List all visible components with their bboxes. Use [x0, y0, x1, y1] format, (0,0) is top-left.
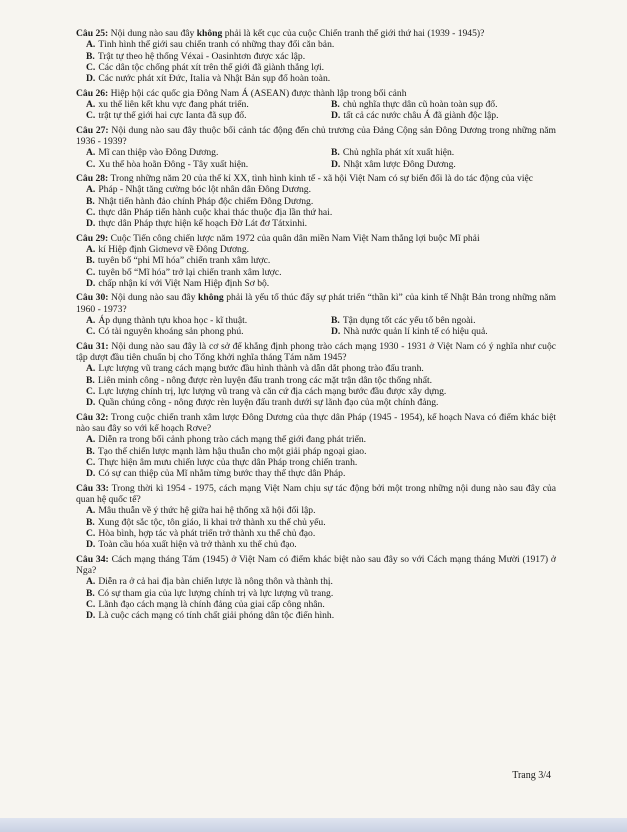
option-label: D.	[86, 277, 96, 289]
answer-options	[76, 576, 556, 621]
option-label: D.	[86, 73, 96, 85]
question-block	[76, 233, 556, 289]
question-number: Câu 31:	[76, 340, 109, 352]
question-stem: Cách mạng tháng Tám (1945) ở Việt Nam có điểm khác biệt nào sau đây so với Cách mạng tháng Mười (1917) ở Nga?	[76, 553, 557, 577]
question-number: Câu 30:	[76, 292, 109, 304]
answer-option	[76, 244, 556, 255]
option-label: B.	[86, 255, 95, 267]
answer-option	[76, 255, 556, 266]
answer-options	[76, 244, 556, 289]
answer-option	[76, 207, 556, 218]
answer-options	[76, 363, 556, 408]
option-text: Nhật tiến hành đảo chính Pháp độc chiếm Đông Dương.	[97, 195, 314, 207]
question-stem: Trong thời kì 1954 - 1975, cách mạng Việt Nam chịu sự tác động bởi một trong những nội dung nào sau đây của quan hệ quốc tế?	[76, 482, 557, 506]
option-text: tuyên bố “phi Mĩ hóa” chiến tranh xâm lược.	[97, 255, 271, 267]
option-label: B.	[331, 147, 340, 159]
option-label: C.	[86, 61, 96, 73]
question-text	[76, 233, 556, 244]
question-emphasis: không	[198, 292, 224, 304]
question-stem: Nội dung nào sau đây là cơ sở để khẳng định phong trào cách mạng 1930 - 1931 ở Việt Nam có ý nghĩa như cuộc tập dượt đầu tiên chuẩn bị cho Tổng khởi nghĩa tháng Tám năm 1945?	[76, 340, 557, 364]
question-text	[76, 554, 556, 577]
option-label: A.	[86, 434, 96, 446]
answer-options	[76, 39, 556, 84]
question-stem-end: phải là kết cục của cuộc Chiến tranh thế giới thứ hai (1939 - 1945)?	[222, 28, 485, 39]
option-text: Lực lượng chính trị, lực lượng vũ trang và căn cứ địa cách mạng bước đầu được xây dựng.	[98, 386, 447, 398]
question-text	[76, 173, 556, 184]
answer-option	[76, 386, 556, 397]
option-label: C.	[86, 207, 96, 219]
option-text: Pháp - Nhật tăng cường bóc lột nhân dân Đông Dương.	[98, 184, 311, 196]
question-text	[76, 28, 556, 39]
option-text: Có sự tham gia của lực lượng chính trị và lực lượng vũ trang.	[97, 587, 334, 599]
option-text: Diễn ra trong bối cảnh phong trào cách mạng thế giới đang phát triển.	[98, 434, 367, 446]
option-label: A.	[86, 576, 96, 588]
option-text: tuyên bố “Mĩ hóa” trở lại chiến tranh xâm lược.	[98, 266, 282, 278]
option-text: thực dân Pháp tiến hành cuộc khai thác thuộc địa lần thứ hai.	[98, 207, 333, 219]
question-block	[76, 412, 556, 480]
option-label: D.	[331, 158, 341, 170]
option-label: D.	[331, 110, 341, 122]
answer-option	[76, 62, 556, 73]
option-label: C.	[86, 598, 96, 610]
option-text: Các nước phát xít Đức, Italia và Nhật Bản sụp đổ hoàn toàn.	[98, 73, 331, 85]
option-label: C.	[86, 158, 96, 170]
question-list	[76, 28, 556, 625]
option-text: kí Hiệp định Giơnevơ về Đông Dương.	[98, 244, 250, 256]
answer-option	[76, 610, 556, 621]
option-text: Có tài nguyên khoáng sản phong phú.	[98, 326, 244, 338]
option-label: B.	[331, 315, 340, 327]
option-label: B.	[331, 98, 340, 110]
option-text: Quần chúng công - nông được rèn luyện đấu tranh dưới sự lãnh đạo của một chính đảng.	[98, 397, 439, 409]
option-text: Liên minh công - nông được rèn luyện đấu tranh trong các mặt trận dân tộc thống nhất.	[97, 374, 433, 386]
option-text: Mâu thuẫn về ý thức hệ giữa hai hệ thống xã hội đối lập.	[98, 505, 316, 517]
answer-option	[76, 468, 556, 479]
option-label: A.	[86, 363, 96, 375]
question-text	[76, 292, 556, 315]
option-text: Áp dụng thành tựu khoa học - kĩ thuật.	[98, 315, 248, 327]
answer-option	[321, 99, 556, 110]
option-label: C.	[86, 266, 96, 278]
option-text: Nhà nước quản lí kinh tế có hiệu quả.	[343, 326, 488, 338]
option-text: Tạo thế chiến lược mạnh làm hậu thuẫn cho một giải pháp ngoại giao.	[97, 445, 367, 457]
window-bottom-edge	[0, 818, 627, 832]
answer-option	[321, 147, 556, 158]
question-text	[76, 88, 556, 99]
answer-option	[76, 588, 556, 599]
option-label: A.	[86, 505, 96, 517]
answer-option	[76, 51, 556, 62]
answer-option	[86, 315, 321, 326]
answer-option	[76, 267, 556, 278]
question-emphasis: không	[196, 28, 223, 39]
option-text: Diễn ra ở cả hai địa bàn chiến lược là nông thôn và thành thị.	[98, 576, 333, 588]
option-label: A.	[86, 184, 96, 196]
option-label: A.	[86, 315, 96, 327]
question-stem-end: phải là yếu tố thúc đẩy sự phát triển “thần kì” của kinh tế Nhật Bản trong những năm 1960 - 1973?	[76, 292, 556, 315]
option-label: B.	[86, 587, 95, 599]
option-label: C.	[86, 527, 96, 539]
question-text	[76, 125, 556, 148]
option-label: D.	[86, 539, 96, 551]
option-label: D.	[86, 468, 96, 480]
question-number: Câu 28:	[76, 173, 109, 185]
question-text	[76, 483, 556, 506]
option-label: B.	[86, 516, 95, 528]
option-text: thực dân Pháp thực hiện kế hoạch Đờ Lát đơ Tátxinhi.	[98, 218, 308, 230]
option-label: B.	[86, 195, 95, 207]
option-label: D.	[86, 218, 96, 230]
answer-option	[76, 397, 556, 408]
option-label: C.	[86, 386, 96, 398]
question-text	[76, 412, 556, 435]
answer-option	[321, 159, 556, 170]
answer-option	[76, 363, 556, 374]
answer-option	[86, 326, 321, 337]
option-text: Là cuộc cách mạng có tính chất giải phóng dân tộc điển hình.	[98, 610, 335, 622]
question-block	[76, 88, 556, 122]
question-block	[76, 341, 556, 409]
option-text: Trật tự theo hệ thống Véxai - Oasinhtơn được xác lập.	[97, 50, 306, 62]
option-text: Lực lượng vũ trang cách mạng bước đầu hình thành và dẫn dắt phong trào đấu tranh.	[98, 363, 424, 375]
option-text: Lãnh đạo cách mạng là chính đảng của giai cấp công nhân.	[98, 598, 325, 610]
option-label: B.	[86, 445, 95, 457]
answer-option	[86, 110, 321, 121]
question-number: Câu 27:	[76, 124, 109, 136]
question-block	[76, 483, 556, 551]
answer-options	[76, 434, 556, 479]
option-label: B.	[86, 50, 95, 62]
answer-option	[76, 375, 556, 386]
option-label: C.	[86, 110, 96, 122]
answer-option	[321, 110, 556, 121]
answer-option	[76, 457, 556, 468]
option-text: Xu thế hòa hoãn Đông - Tây xuất hiện.	[98, 158, 249, 170]
answer-option	[76, 278, 556, 289]
option-label: A.	[86, 39, 96, 51]
answer-option	[321, 326, 556, 337]
option-text: Xung đột sắc tộc, tôn giáo, li khai trở thành xu thế chủ yếu.	[97, 516, 326, 528]
answer-option	[76, 539, 556, 550]
answer-option	[86, 99, 321, 110]
answer-option	[86, 159, 321, 170]
option-text: Tình hình thế giới sau chiến tranh có những thay đổi căn bản.	[98, 39, 335, 51]
option-text: tất cả các nước châu Á đã giành độc lập.	[343, 110, 499, 122]
answer-option	[76, 528, 556, 539]
option-text: Toàn cầu hóa xuất hiện và trở thành xu thế chủ đạo.	[98, 539, 297, 551]
option-label: D.	[86, 610, 96, 622]
answer-option	[76, 39, 556, 50]
answer-option	[76, 446, 556, 457]
answer-option	[76, 599, 556, 610]
option-text: chủ nghĩa thực dân cũ hoàn toàn sụp đổ.	[342, 98, 498, 110]
question-stem: Trong những năm 20 của thế kỉ XX, tình hình kinh tế - xã hội Việt Nam có sự biến đổi là do tác động của việc	[108, 173, 534, 185]
option-text: chấp nhận kí với Việt Nam Hiệp định Sơ bộ.	[98, 277, 270, 289]
answer-options	[76, 184, 556, 229]
question-block	[76, 292, 556, 337]
option-text: Hòa bình, hợp tác và phát triển trở thành xu thế chủ đạo.	[98, 527, 316, 539]
question-stem: Nội dung nào sau đây	[108, 292, 199, 304]
option-text: trật tự thế giới hai cực Ianta đã sụp đổ.	[98, 110, 247, 122]
question-number: Câu 25:	[76, 28, 109, 39]
answer-option	[76, 196, 556, 207]
question-block	[76, 554, 556, 622]
question-stem: Cuộc Tiến công chiến lược năm 1972 của quân dân miền Nam Việt Nam thắng lợi buộc Mĩ phải	[108, 232, 480, 244]
answer-option	[321, 315, 556, 326]
question-number: Câu 26:	[76, 87, 109, 99]
answer-option	[76, 184, 556, 195]
answer-options	[76, 147, 556, 170]
option-label: A.	[86, 244, 96, 256]
option-text: Tận dụng tốt các yếu tố bên ngoài.	[342, 315, 476, 327]
question-number: Câu 33:	[76, 482, 109, 494]
answer-option	[76, 434, 556, 445]
answer-option	[76, 505, 556, 516]
answer-option	[86, 147, 321, 158]
option-text: Mĩ can thiệp vào Đông Dương.	[98, 147, 219, 159]
answer-options	[76, 99, 556, 122]
option-text: Thực hiện âm mưu chiến lược của thực dân Pháp trong chiến tranh.	[98, 457, 358, 468]
option-label: D.	[331, 326, 341, 338]
option-label: A.	[86, 147, 96, 159]
question-stem: Hiệp hội các quốc gia Đông Nam Á (ASEAN) được thành lập trong bối cảnh	[108, 87, 407, 99]
option-text: Có sự can thiệp của Mĩ nhằm từng bước thay thế thực dân Pháp.	[98, 468, 346, 480]
option-text: Chủ nghĩa phát xít xuất hiện.	[342, 147, 455, 159]
answer-option	[76, 73, 556, 84]
question-text	[76, 341, 556, 364]
option-label: C.	[86, 326, 96, 338]
option-text: Các dân tộc chống phát xít trên thế giới đã giành thắng lợi.	[98, 61, 325, 73]
question-stem: Nội dung nào sau đây thuộc bối cảnh tác động đến chủ trương của Đảng Cộng sản Đông Dương trong những năm 1936 - 1939?	[76, 124, 557, 148]
question-number: Câu 29:	[76, 232, 109, 244]
question-number: Câu 34:	[76, 553, 109, 565]
option-text: xu thế liên kết khu vực đang phát triển.	[98, 98, 249, 110]
question-block	[76, 28, 556, 84]
answer-options	[76, 315, 556, 338]
question-stem: Nội dung nào sau đây	[108, 28, 197, 39]
option-text: Nhật xâm lược Đông Dương.	[343, 158, 456, 170]
option-label: D.	[86, 397, 96, 409]
question-block	[76, 173, 556, 229]
page-number: Trang 3/4	[512, 770, 551, 781]
answer-option	[76, 576, 556, 587]
answer-option	[76, 218, 556, 229]
question-stem: Trong cuộc chiến tranh xâm lược Đông Dương của thực dân Pháp (1945 - 1954), kế hoạch Nava có điểm khác biệt nào sau đây so với kế hoạch Rơve?	[76, 411, 556, 435]
option-label: A.	[86, 98, 96, 110]
answer-option	[76, 517, 556, 528]
answer-options	[76, 505, 556, 550]
option-label: C.	[86, 457, 96, 468]
option-label: B.	[86, 374, 95, 386]
question-number: Câu 32:	[76, 411, 109, 423]
question-block	[76, 125, 556, 170]
